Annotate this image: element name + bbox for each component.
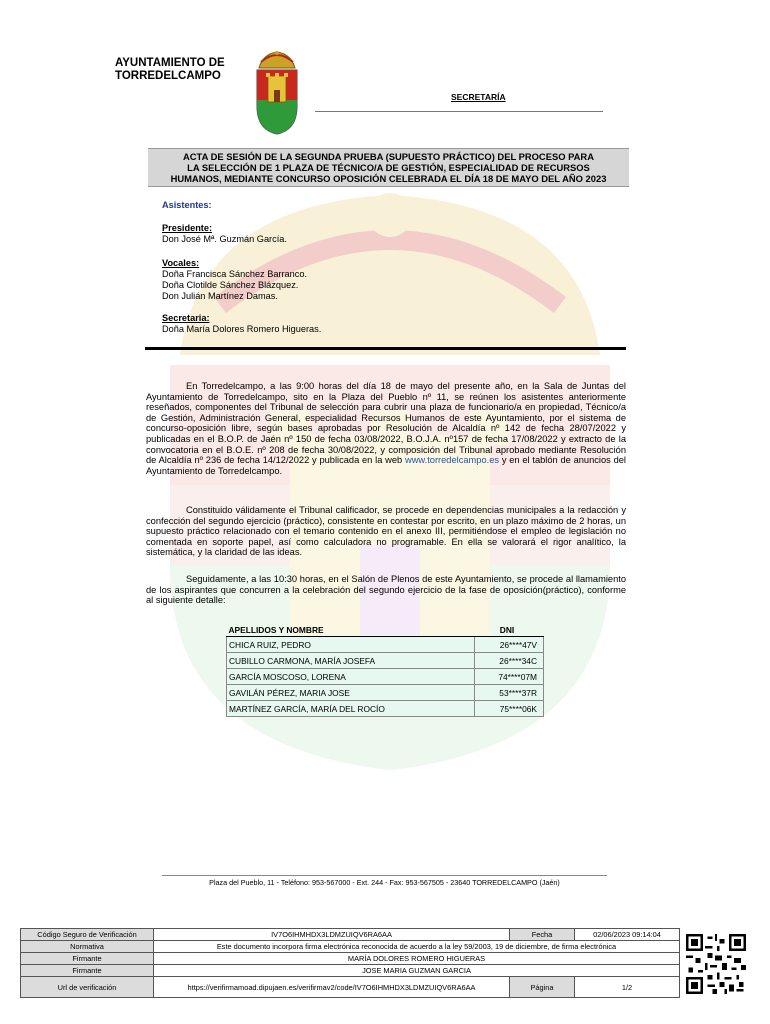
table-row [227,669,544,685]
website-link[interactable]: www.torredelcampo.es [404,455,500,466]
applicant-dni: 26****34C [475,653,544,669]
table-row [227,685,544,701]
applicant-dni: 75****06K [475,701,544,717]
applicant-dni: 74****07M [475,669,544,685]
president-name: Don José Mª. Guzmán García. [162,234,287,244]
verification-row [21,941,680,953]
coat-of-arms-icon [253,50,301,136]
secretary-block [162,313,321,335]
url-label: Url de verificación [21,977,154,998]
normativa-label: Normativa [21,941,154,953]
verification-row [21,953,680,965]
fecha-value: 02/06/2023 09:14:04 [575,929,680,941]
title-line-2: LA SELECCIÓN DE 1 PLAZA DE TÉCNICO/A DE GESTIÓN, ESPECIALIDAD DE RECURSOS [187,162,590,173]
verification-row [21,977,680,998]
attendees-heading: Asistentes: [162,200,212,210]
firmante-label: Firmante [21,953,154,965]
applicant-name: CUBILLO CARMONA, MARÍA JOSEFA [227,653,475,669]
firmante-value: JOSE MARIA GUZMAN GARCIA [154,965,680,977]
pagina-label: Página [510,977,575,998]
table-row [227,653,544,669]
secretary-name: Doña María Dolores Romero Higueras. [162,324,322,334]
verification-row [21,929,680,941]
applicant-name: CHICA RUIZ, PEDRO [227,637,475,653]
verification-url[interactable]: https://verifirmamoad.dipujaen.es/verifirmav2/code/IV7O6IHMHDX3LDMZUIQV6RA6AA [154,977,510,998]
applicants-table [226,623,544,717]
president-block [162,223,287,245]
paragraph-2-text: Constituido válidamente el Tribunal calificador, se procede en dependencias municipales a la redacción y confección del segundo ejercicio (práctico), consistente en contestar por escrito, en un plazo máximo de 2 horas, un supuesto práctico relacionado con el temario contenido en el anexo III, permitiéndose el empleo de legislación no comentada en soporte papel, así como calculadora no programable. En ella se valorará el rigor analítico, la sistemática, y la claridad de las ideas. [146,505,626,558]
paragraph-1-end: y en el tablón de anuncios del Ayuntamiento de Torredelcampo. [146,455,626,476]
verification-table [20,928,680,998]
csv-value: IV7O6IHMHDX3LDMZUIQV6RA6AA [154,929,510,941]
column-header-dni: DNI [475,623,544,637]
paragraph-3-text: Seguidamente, a las 10:30 horas, en el Salón de Plenos de este Ayuntamiento, se procede al llamamiento de los aspirantes que concurren a la celebración del segundo ejercicio de la fase de oposición(práctico), conforme al siguiente detalle: [146,574,626,606]
office-name: SECRETARÍA [451,92,506,102]
paragraph-3 [146,574,626,606]
footer-address: Plaza del Pueblo, 11 - Teléfono: 953-567000 - Ext. 244 - Fax: 953-567505 - 23640 TORREDELCAMPO (Jaén) [209,878,560,887]
secretary-role: Secretaria: [162,313,210,323]
applicant-name: GARCÍA MOSCOSO, LORENA [227,669,475,685]
firmante-label: Firmante [21,965,154,977]
vocales-role: Vocales: [162,258,200,268]
vocal-name: Don Julián Martínez Damas. [162,291,278,301]
vocales-block [162,258,307,302]
paragraph-1-text: En Torredelcampo, a las 9:00 horas del día 18 de mayo del presente año, en la Sala de Juntas del Ayuntamiento de Torredelcampo, sito en la Plaza del Pueblo nº 11, se reúnen los asistentes anteriormente reseñados, componentes del Tribunal de selección para cubrir una plaza de funcionario/a en propiedad, Técnico/a de Gestión, Administración General, especialidad Recursos Humanos de este Ayuntamiento, por el sistema de concurso-oposición libre, según bases aprobadas por Resolución de Alcaldía nº 142 de fecha 28/07/2022 y publicadas en el B.O.P. de Jaén nº 150 de fecha 03/08/2022, B.O.J.A. nº157 de fecha 17/08/2022 y extracto de la convocatoria en el B.O.E. nº 208 de fecha 30/08/2022, y composición del Tribunal aprobado mediante Resolución de Alcaldía nº 236 de fecha 14/12/2022 y publicada en la web [146,381,626,466]
vocal-name: Doña Francisca Sánchez Barranco. [162,269,308,279]
section-divider [145,347,626,350]
applicant-dni: 53****37R [475,685,544,701]
title-line-3: HUMANOS, MEDIANTE CONCURSO OPOSICIÓN CELEBRADA EL DÍA 18 DE MAYO DEL AÑO 2023 [170,173,607,184]
table-header-row [227,623,544,637]
column-header-name: APELLIDOS Y NOMBRE [227,623,475,637]
normativa-value: Este documento incorpora firma electrónica reconocida de acuerdo a la ley 59/2003, 19 de diciembre, de firma electrónica [154,941,680,953]
org-line-2: TORREDELCAMPO [115,70,221,82]
paragraph-1 [146,381,626,476]
document-title [148,148,629,187]
paragraph-2 [146,505,626,558]
organization-name [115,57,225,83]
firmante-value: MARÍA DOLORES ROMERO HIGUERAS [154,953,680,965]
verification-row [21,965,680,977]
president-role: Presidente: [162,223,213,233]
fecha-label: Fecha [510,929,575,941]
applicant-dni: 26****47V [475,637,544,653]
table-row [227,637,544,653]
qr-code-icon [686,934,746,994]
applicant-name: GAVILÁN PÉREZ, MARIA JOSE [227,685,475,701]
csv-label: Código Seguro de Verificación [21,929,154,941]
header-divider [315,111,603,112]
pagina-value: 1/2 [575,977,680,998]
vocal-name: Doña Clotilde Sánchez Blázquez. [162,280,299,290]
org-line-1: AYUNTAMIENTO DE [115,57,225,69]
applicant-name: MARTÍNEZ GARCÍA, MARÍA DEL ROCÍO [227,701,475,717]
table-row [227,701,544,717]
title-line-1: ACTA DE SESIÓN DE LA SEGUNDA PRUEBA (SUPUESTO PRÁCTICO) DEL PROCESO PARA [183,151,594,162]
footer-divider [162,875,607,876]
